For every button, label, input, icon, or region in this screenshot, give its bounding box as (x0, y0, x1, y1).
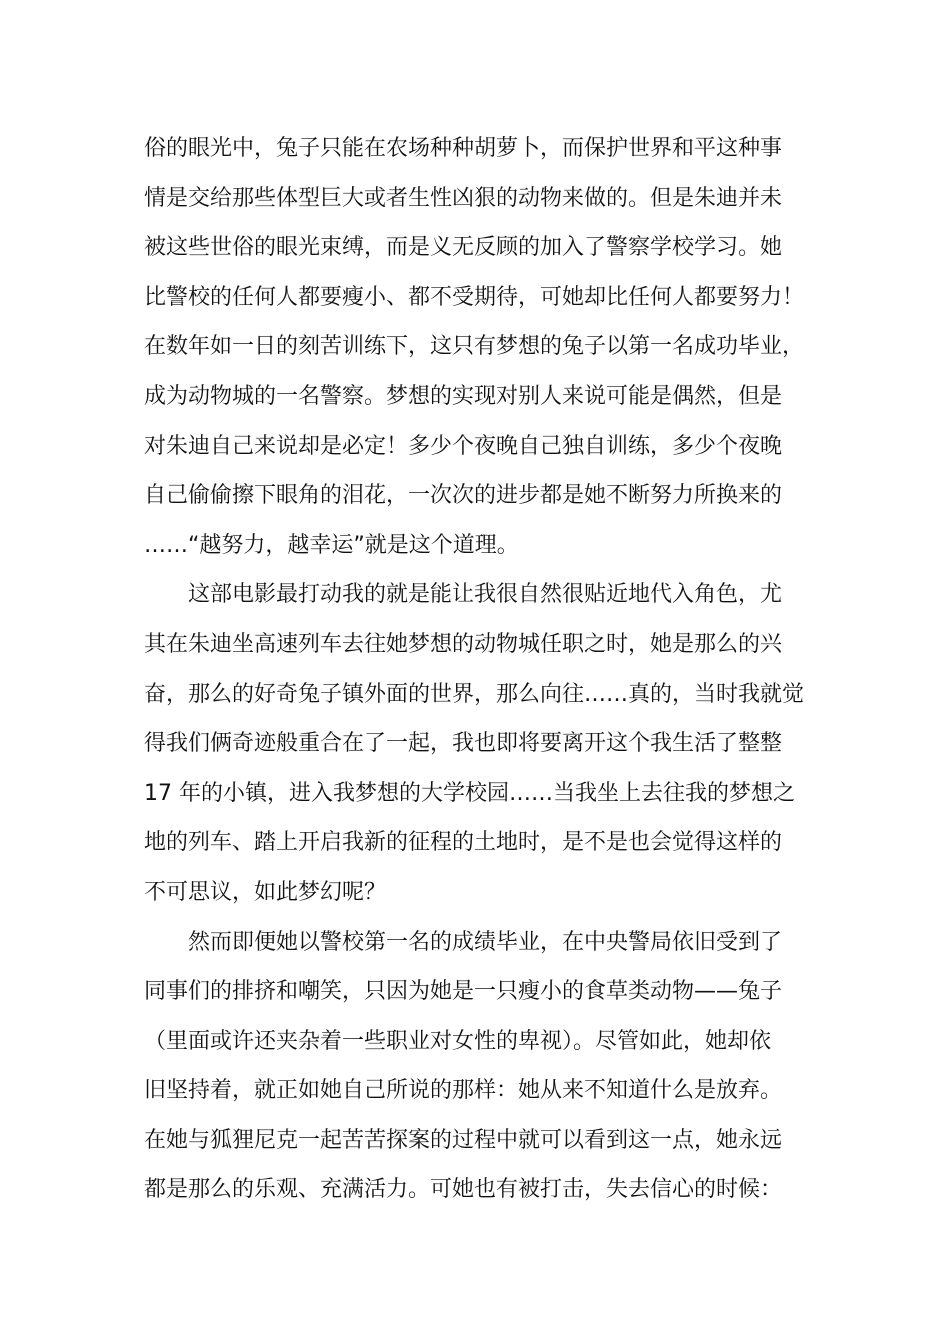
text-line: 在数年如一日的刻苦训练下，这只有梦想的兔子以第一名成功毕业， (144, 334, 805, 360)
text-line: 情是交给那些体型巨大或者生性凶狠的动物来做的。但是朱迪并未 (144, 185, 783, 211)
text-line: ……“越努力，越幸运”就是这个道理。 (144, 532, 519, 558)
text-line: 比警校的任何人都要瘦小、都不受期待，可她却比任何人都要努力！ (144, 284, 805, 310)
text-line: 自己偷偷擦下眼角的泪花，一次次的进步都是她不断努力所换来的 (144, 483, 783, 509)
paragraph-first-line: 这部电影最打动我的就是能让我很自然很贴近地代入角色，尤 (188, 582, 783, 608)
text-line: 俗的眼光中，兔子只能在农场种种胡萝卜，而保护世界和平这种事 (144, 136, 783, 161)
text-line: （里面或许还夹杂着一些职业对女性的卑视）。尽管如此，她却依 (144, 1028, 772, 1054)
paragraph-first-line: 然而即便她以警校第一名的成绩毕业，在中央警局依旧受到了 (188, 929, 783, 955)
text-line: 17 年的小镇，进入我梦想的大学校园……当我坐上去往我的梦想之 (144, 780, 795, 806)
text-line: 其在朱迪坐高速列车去往她梦想的动物城任职之时，她是那么的兴 (144, 631, 783, 657)
text-line: 旧坚持着，就正如她自己所说的那样：她从来不知道什么是放弃。 (144, 1078, 783, 1104)
text-line: 地的列车、踏上开启我新的征程的土地时，是不是也会觉得这样的 (144, 830, 783, 856)
text-line: 对朱迪自己来说却是必定！多少个夜晚自己独自训练，多少个夜晚 (144, 433, 783, 459)
body-text (144, 124, 814, 1215)
text-line: 在她与狐狸尼克一起苦苦探案的过程中就可以看到这一点，她永远 (144, 1127, 783, 1153)
text-line: 不可思议，如此梦幻呢？ (144, 879, 387, 905)
text-line: 成为动物城的一名警察。梦想的实现对别人来说可能是偶然，但是 (144, 383, 783, 409)
text-line: 被这些世俗的眼光束缚，而是义无反顾的加入了警察学校学习。她 (144, 235, 783, 261)
text-line: 得我们俩奇迹般重合在了一起，我也即将要离开这个我生活了整整 (144, 731, 783, 757)
text-line: 同事们的排挤和嘲笑，只因为她是一只瘦小的食草类动物——兔子 (144, 979, 783, 1005)
text-line: 奋，那么的好奇兔子镇外面的世界，那么向往……真的，当时我就觉 (144, 681, 805, 707)
text-line: 都是那么的乐观、充满活力。可她也有被打击，失去信心的时候： (144, 1177, 783, 1203)
